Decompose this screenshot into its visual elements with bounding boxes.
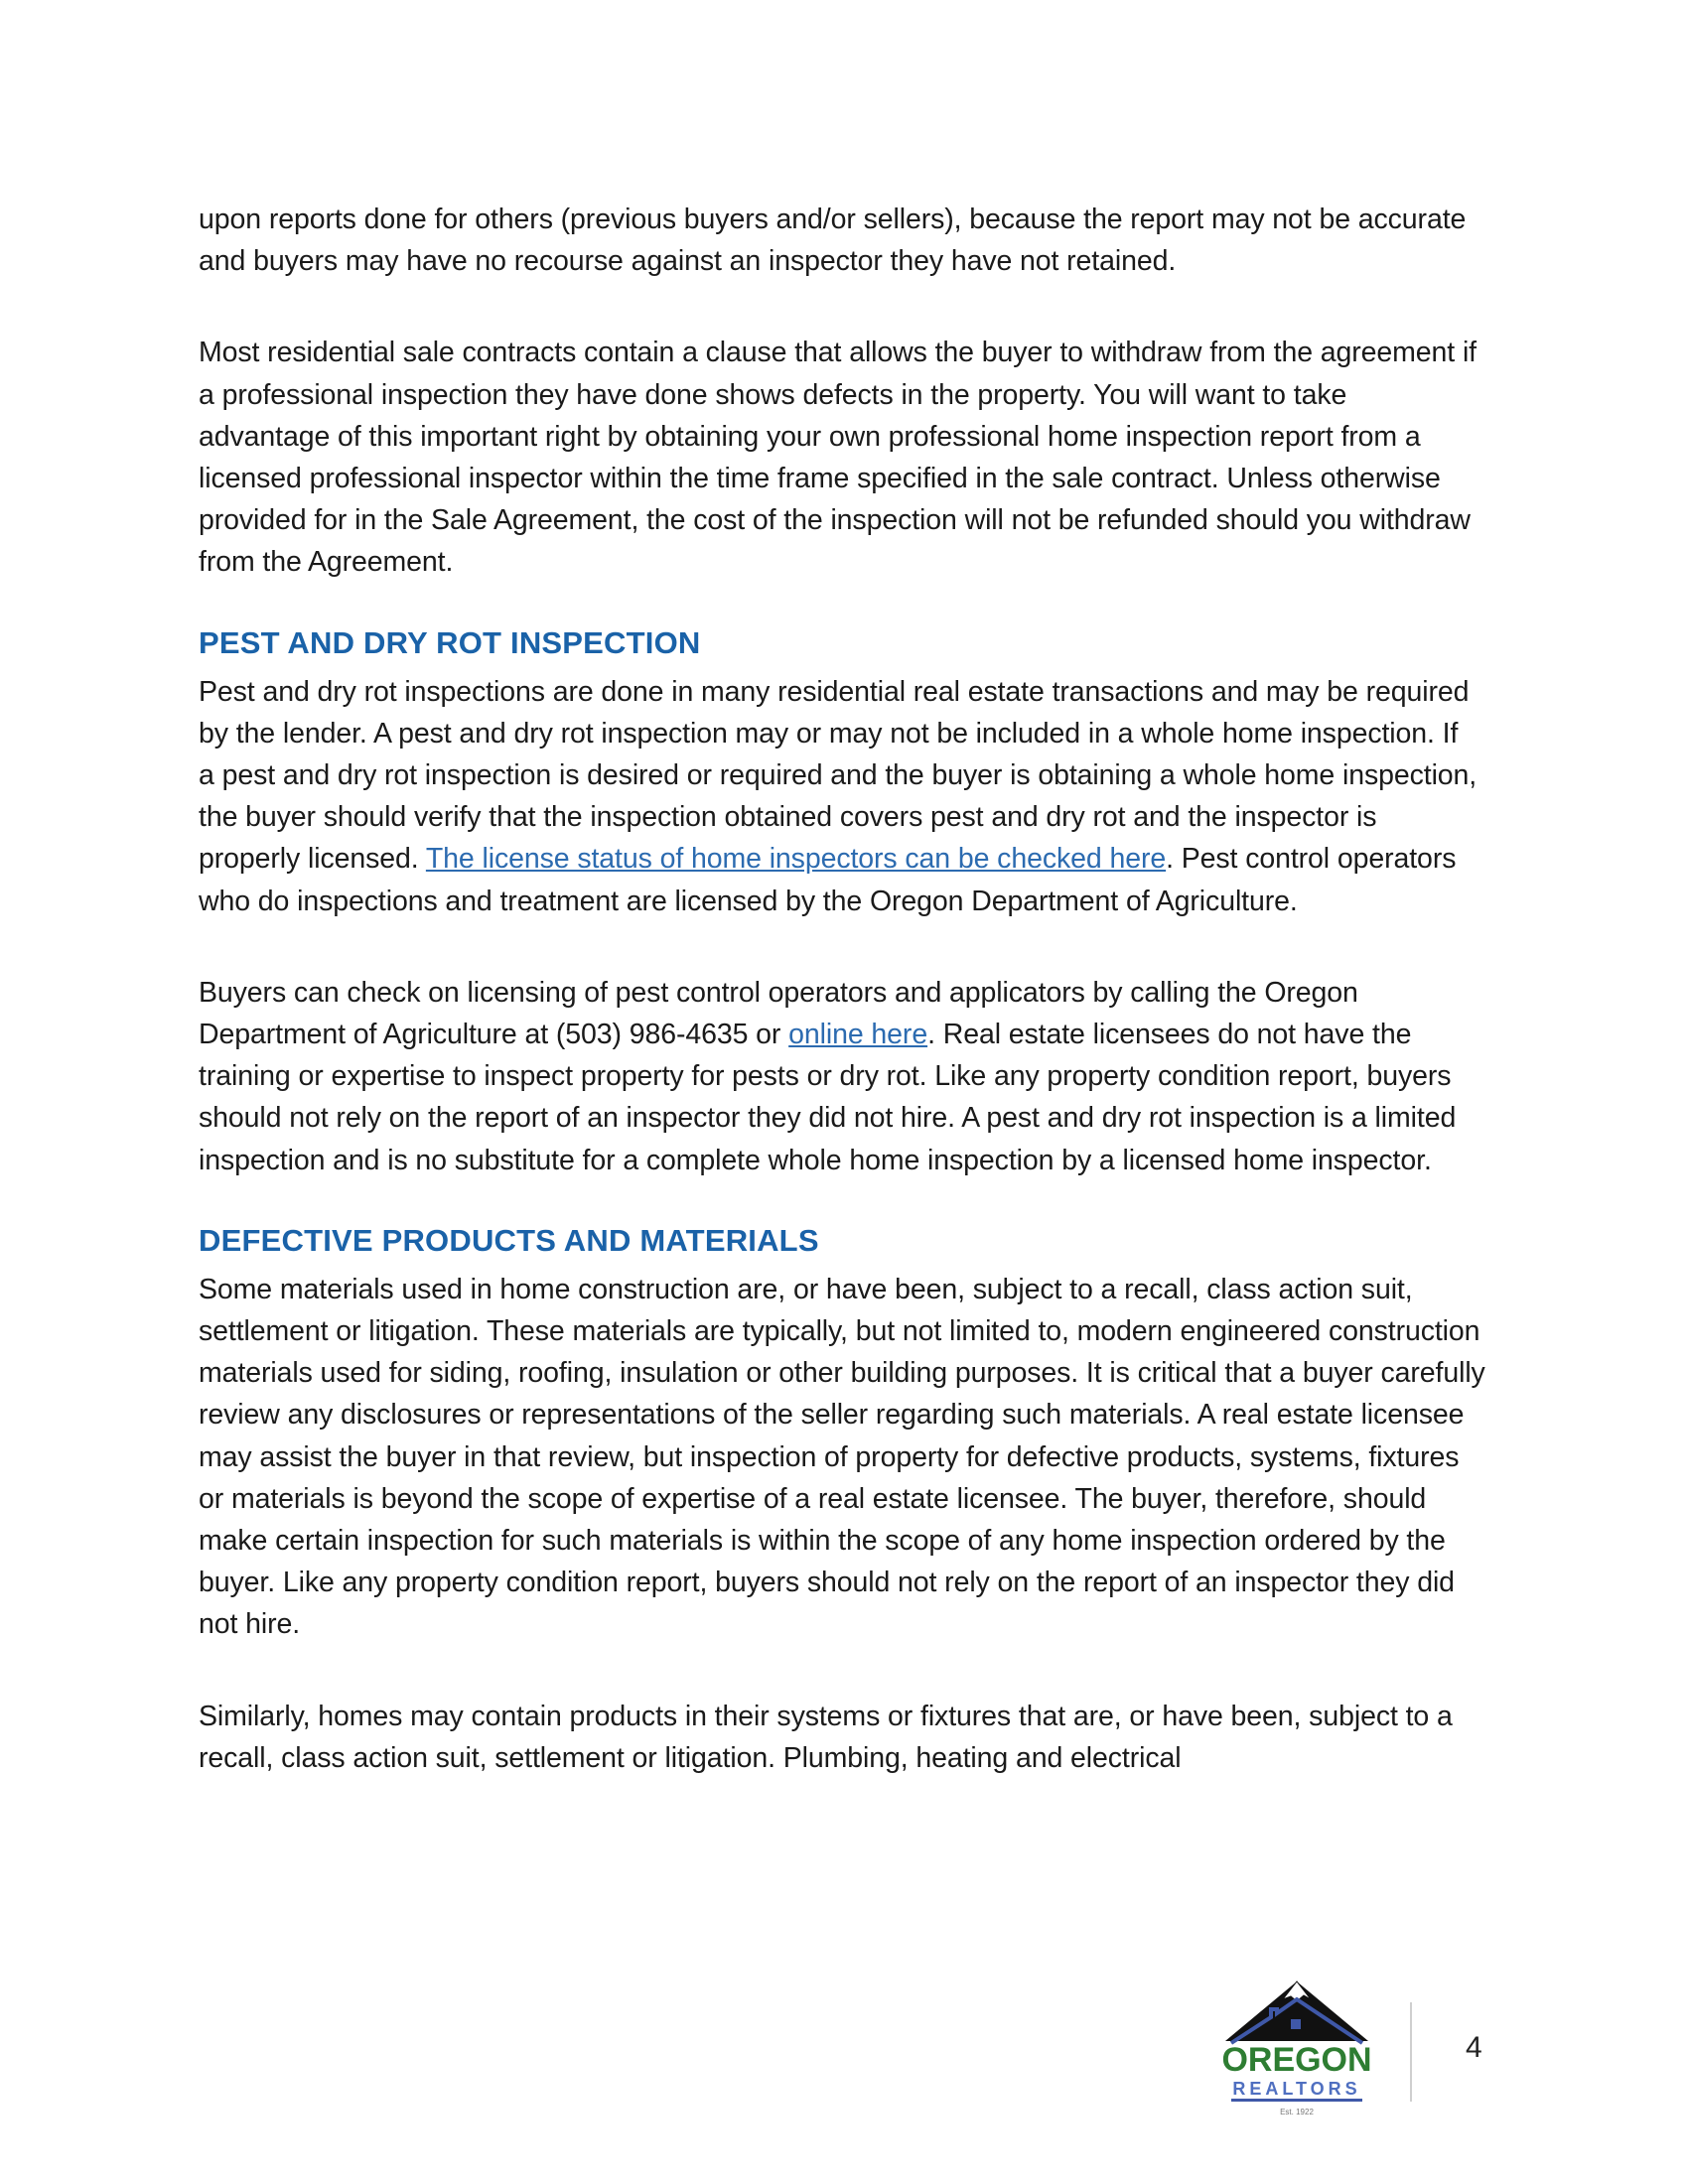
- footer-divider: [1410, 2002, 1412, 2102]
- mountain-house-icon: [1211, 1979, 1382, 2118]
- intro-paragraph-1: upon reports done for others (previous buyers and/or sellers), because the report may not be accurate and buyers may have no recourse against an inspector they have not retained.: [199, 204, 1467, 278]
- text: Pest and dry rot inspections are done in many residential real estate transactions and may be required by the lender. A pest and dry rot inspection may or may not be included in a whole home inspection. If a pest and dry rot inspection is desired or required and the buyer is obtaining a whole home inspection, the buyer should verify that the inspection obtained covers pest and dry rot and the inspector is properly licensed.: [199, 675, 1477, 876]
- defective-heading: DEFECTIVE PRODUCTS AND MATERIALS: [199, 1222, 819, 1258]
- pest-paragraph-2: [199, 972, 1479, 1181]
- svg-text:REALTORS: REALTORS: [1232, 2079, 1361, 2099]
- defective-paragraph-1: Some materials used in home construction are, or have been, subject to a recall, class action suit, settlement or litigation. These materials are typically, but not limited to, modern engineered construction materials used for siding, roofing, insulation or other building purposes. It is critical that a buyer carefully review any disclosures or representations of the seller regarding such materials. A real estate licensee may assist the buyer in that review, but inspection of property for defective products, systems, fixtures or materials is beyond the scope of expertise of a real estate licensee. The buyer, therefore, should make certain inspection for such materials is within the scope of any home inspection ordered by the buyer. Like any property condition report, buyers should not rely on the report of an inspector they did not hire.: [199, 1273, 1485, 1641]
- text: . Pest control operators who do inspections and treatment are licensed by the Oregon Department of Agriculture.: [199, 843, 1457, 917]
- document-body: [199, 199, 1489, 1829]
- pest-heading: PEST AND DRY ROT INSPECTION: [199, 624, 701, 660]
- text: Buyers can check on licensing of pest control operators and applicators by calling the Oregon Department of Agriculture at (503) 986-4635 or: [199, 976, 1358, 1051]
- svg-text:OREGON: OREGON: [1221, 2041, 1372, 2079]
- pest-paragraph-1: [199, 671, 1479, 922]
- svg-text:Est. 1922: Est. 1922: [1280, 2108, 1314, 2116]
- page-number: 4: [1466, 2031, 1482, 2064]
- intro-paragraph-2: Most residential sale contracts contain a clause that allows the buyer to withdraw from the agreement if a professional inspection they have done shows defects in the property. You will want to take advantage of this important right by obtaining your own professional home inspection report from a licensed professional inspector within the time frame specified in the sale contract. Unless otherwise provided for in the Sale Agreement, the cost of the inspection will not be refunded should you withdraw from the Agreement.: [199, 337, 1477, 579]
- defective-paragraph-2: Similarly, homes may contain products in their systems or fixtures that are, or have been, subject to a recall, class action suit, settlement or litigation. Plumbing, heating and electrical: [199, 1700, 1453, 1774]
- online-here-link[interactable]: online here: [788, 1019, 928, 1051]
- text: . Real estate licensees do not have the training or expertise to inspect property for pests or dry rot. Like any property condition report, buyers should not rely on the report of an inspector they did not hire. A pest and dry rot inspection is a limited inspection and is no substitute for a complete whole home inspection by a licensed home inspector.: [199, 1019, 1457, 1176]
- license-status-link[interactable]: The license status of home inspectors can be checked here: [425, 843, 1167, 876]
- oregon-realtors-logo: [1211, 1979, 1382, 2118]
